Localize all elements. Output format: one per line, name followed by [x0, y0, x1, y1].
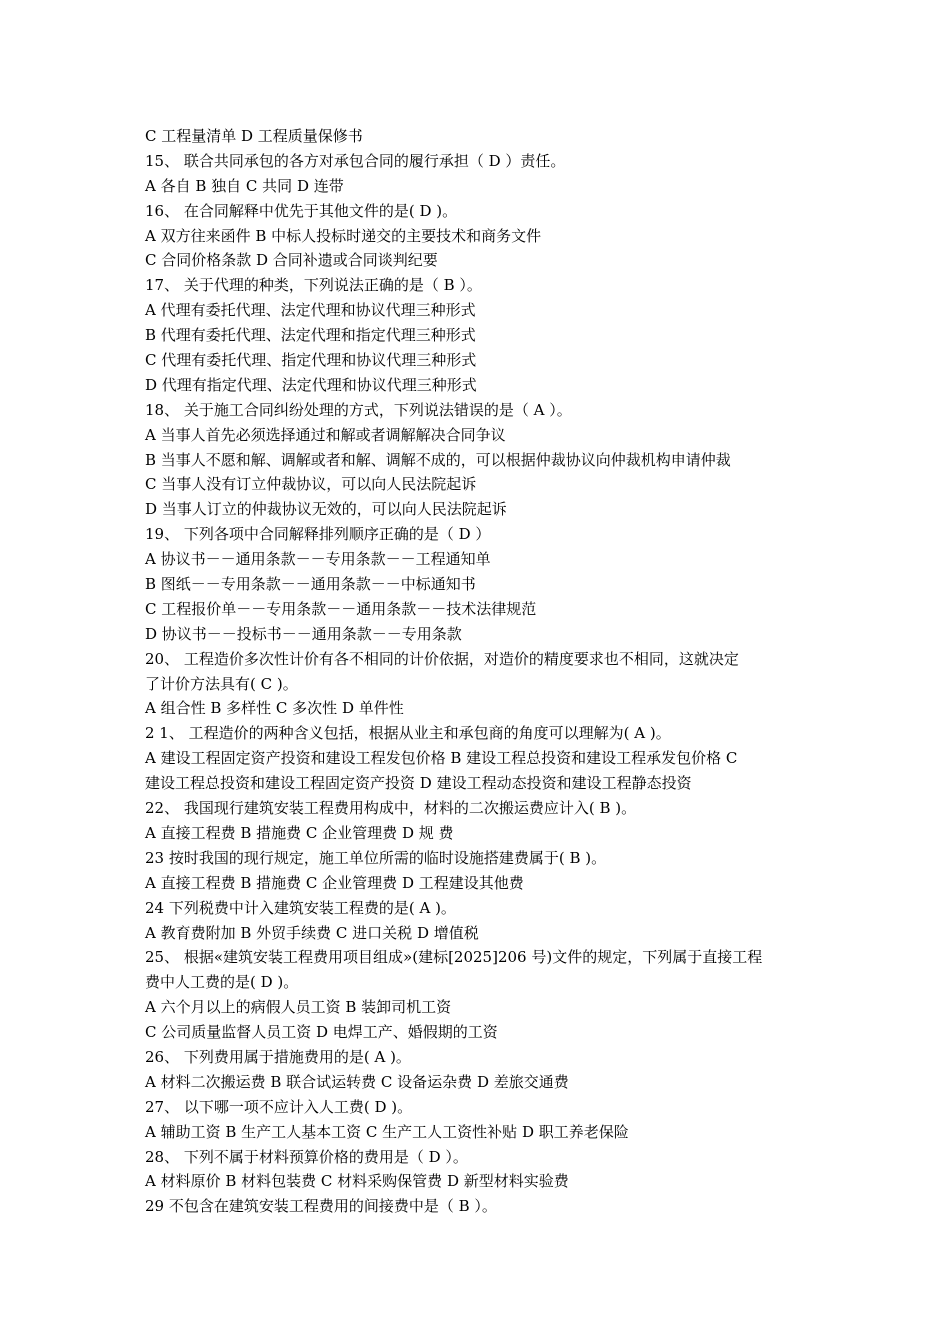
- option-17-b: B 代理有委托代理、法定代理和指定代理三种形式: [145, 326, 476, 345]
- question-23: 23 按时我国的现行规定，施工单位所需的临时设施搭建费属于( B )。: [145, 848, 607, 867]
- question-20-line-2: 了计价方法具有( C )。: [145, 674, 298, 693]
- question-17: 17、 关于代理的种类，下列说法正确的是（ B ）。: [145, 276, 482, 295]
- options-27: A 辅助工资 B 生产工人基本工资 C 生产工人工资性补贴 D 职工养老保险: [145, 1122, 629, 1141]
- option-18-c: C 当事人没有订立仲裁协议，可以向人民法院起诉: [145, 475, 477, 494]
- text-line: C 工程量清单 D 工程质量保修书: [145, 127, 363, 145]
- question-15: 15、 联合共同承包的各方对承包合同的履行承担（ D ）责任。: [145, 151, 566, 170]
- question-25-line-1: 25、 根据«建筑安装工程费用项目组成»(建标[2025]206 号)文件的规定，下列属于直接工程: [145, 948, 763, 967]
- option-19-b: B 图纸－－专用条款－－通用条款－－中标通知书: [145, 575, 476, 594]
- option-19-a: A 协议书－－通用条款－－专用条款－－工程通知单: [145, 550, 491, 569]
- options-16-line-1: A 双方往来函件 B 中标人投标时递交的主要技术和商务文件: [145, 226, 542, 245]
- options-24: A 教育费附加 B 外贸手续费 C 进口关税 D 增值税: [145, 923, 479, 942]
- question-24: 24 下列税费中计入建筑安装工程费的是( A )。: [145, 898, 456, 917]
- options-21-line-1: A 建设工程固定资产投资和建设工程发包价格 B 建设工程总投资和建设工程承发包价格 C: [145, 749, 738, 768]
- document-body: [145, 124, 813, 1219]
- question-20-line-1: 20、 工程造价多次性计价有各不相同的计价依据，对造价的精度要求也不相同，这就决定: [145, 649, 739, 668]
- option-18-b: B 当事人不愿和解、调解或者和解、调解不成的，可以根据仲裁协议向仲裁机构申请仲裁: [145, 450, 731, 469]
- option-17-d: D 代理有指定代理、法定代理和协议代理三种形式: [145, 375, 477, 394]
- options-23: A 直接工程费 B 措施费 C 企业管理费 D 工程建设其他费: [145, 873, 524, 892]
- option-18-a: A 当事人首先必须选择通过和解或者调解解决合同争议: [145, 425, 506, 444]
- question-19: 19、 下列各项中合同解释排列顺序正确的是（ D ）: [145, 525, 491, 544]
- option-17-c: C 代理有委托代理、指定代理和协议代理三种形式: [145, 351, 477, 370]
- options-25-line-1: A 六个月以上的病假人员工资 B 装卸司机工资: [145, 998, 452, 1017]
- option-19-d: D 协议书－－投标书－－通用条款－－专用条款: [145, 624, 462, 643]
- options-20: A 组合性 B 多样性 C 多次性 D 单件性: [145, 699, 404, 718]
- question-26: 26、 下列费用属于措施费用的是( A )。: [145, 1047, 411, 1066]
- options-15: A 各自 B 独自 C 共同 D 连带: [145, 176, 344, 195]
- question-18: 18、 关于施工合同纠纷处理的方式，下列说法错误的是（ A ）。: [145, 400, 572, 419]
- question-27: 27、 以下哪一项不应计入人工费( D )。: [145, 1097, 413, 1116]
- options-28: A 材料原价 B 材料包装费 C 材料采购保管费 D 新型材料实验费: [145, 1172, 569, 1191]
- options-16-line-2: C 合同价格条款 D 合同补遗或合同谈判纪要: [145, 251, 438, 270]
- option-19-c: C 工程报价单－－专用条款－－通用条款－－技术法律规范: [145, 599, 537, 618]
- options-22: A 直接工程费 B 措施费 C 企业管理费 D 规 费: [145, 823, 454, 842]
- options-26: A 材料二次搬运费 B 联合试运转费 C 设备运杂费 D 差旅交通费: [145, 1072, 569, 1091]
- option-18-d: D 当事人订立的仲裁协议无效的，可以向人民法院起诉: [145, 500, 507, 519]
- question-29: 29 不包含在建筑安装工程费用的间接费中是（ B ）。: [145, 1197, 497, 1216]
- option-17-a: A 代理有委托代理、法定代理和协议代理三种形式: [145, 301, 476, 320]
- question-28: 28、 下列不属于材料预算价格的费用是（ D ）。: [145, 1147, 468, 1166]
- question-21: 2 1、 工程造价的两种含义包括，根据从业主和承包商的角度可以理解为( A )。: [145, 724, 671, 743]
- question-16: 16、 在合同解释中优先于其他文件的是( D )。: [145, 201, 458, 220]
- options-21-line-2: 建设工程总投资和建设工程固定资产投资 D 建设工程动态投资和建设工程静态投资: [145, 774, 692, 793]
- options-25-line-2: C 公司质量监督人员工资 D 电焊工产、婚假期的工资: [145, 1023, 498, 1042]
- question-25-line-2: 费中人工费的是( D )。: [145, 973, 299, 992]
- question-22: 22、 我国现行建筑安装工程费用构成中，材料的二次搬运费应计入( B )。: [145, 799, 637, 818]
